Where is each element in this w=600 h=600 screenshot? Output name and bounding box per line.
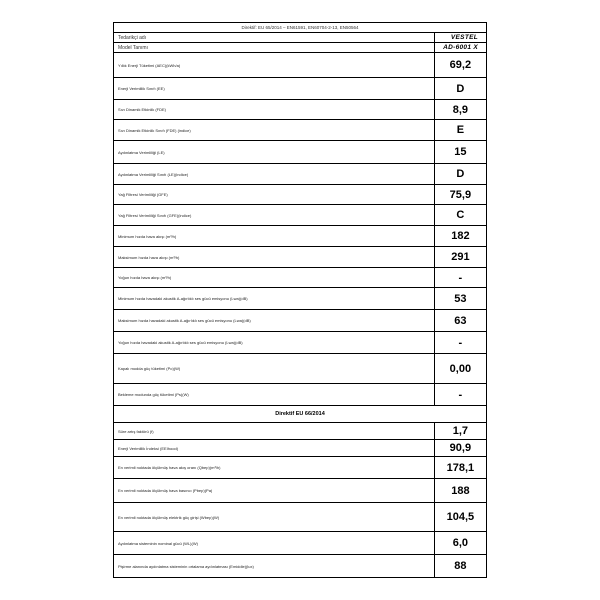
row-label: En verimli noktada ölçülmüş hava basıncı (Pbep)(Pa) [114,479,435,503]
table-row [114,120,487,141]
row-label: Enerji Verimlilik İndeksi (EEIhood) [114,440,435,457]
row-label: Bekleme modunda güç tüketimi (Ps)(W) [114,384,435,406]
table-row [114,555,487,578]
row-value: 75,9 [434,185,486,205]
row-value: D [434,78,486,100]
row-label: Maksimum hızda havadaki akustik A-ağırlıklı ses gücü emisyonu (Lwa)(dB) [114,310,435,332]
table-row [114,440,487,457]
supplier-value: VESTEL [434,33,486,43]
table-row [114,354,487,384]
row-label: Minimum hızda hava akışı (m³/h) [114,226,435,247]
row-value: 1,7 [434,423,486,440]
row-value: - [434,384,486,406]
row-value: 6,0 [434,532,486,555]
table-row [114,268,487,288]
table-row [114,164,487,185]
table-row [114,532,487,555]
table-row [114,310,487,332]
row-value: 178,1 [434,457,486,479]
row-label: Aydınlatma Verimliliği Sınıfı (LE)(indice) [114,164,435,185]
table-row [114,53,487,78]
row-label: Süre artış faktörü (f) [114,423,435,440]
row-label: En verimli noktada ölçülmüş elektrik güç girişi (Wbep)(W) [114,503,435,532]
table-row [114,247,487,268]
supplier-row [114,33,487,43]
row-label: Enerji Verimlilik Sınıfı (EE) [114,78,435,100]
row-value: 8,9 [434,100,486,120]
row-value: 0,00 [434,354,486,384]
row-value: 53 [434,288,486,310]
row-label: Yıllık Enerji Tüketimi (AEC)(kWh/a) [114,53,435,78]
row-value: 90,9 [434,440,486,457]
row-label: Kapalı modda güç tüketimi (Po)(W) [114,354,435,384]
row-label: Yoğun hızda hava akışı (m³/h) [114,268,435,288]
model-value: AD-6001 X [434,43,486,53]
row-label: Pişirme alanında aydınlatma sisteminin ortalama aydınlatması (Emiddle)(lux) [114,555,435,578]
table-row [114,100,487,120]
row-label: Maksimum hızda hava akışı (m³/h) [114,247,435,268]
table-row [114,503,487,532]
row-label: Minimum hızda havadaki akustik A-ağırlıklı ses gücü emisyonu (Lwa)(dB) [114,288,435,310]
row-value: 15 [434,141,486,164]
table-row [114,423,487,440]
row-value: E [434,120,486,141]
table-row [114,288,487,310]
section-title: Direktif EU 66/2014 [114,406,487,423]
row-value: 291 [434,247,486,268]
row-value: 88 [434,555,486,578]
supplier-label: Tedarikçi adı [114,33,435,43]
row-label: Sıvı Dinamik Etkinlik Sınıfı (FDE) (indice) [114,120,435,141]
row-label: Sıvı Dinamik Etkinlik (FDE) [114,100,435,120]
row-value: 182 [434,226,486,247]
table-row [114,185,487,205]
directive-header-row [114,23,487,33]
energy-data-table [113,22,487,578]
row-value: 104,5 [434,503,486,532]
table-row [114,384,487,406]
row-value: - [434,332,486,354]
row-label: Yağ Filtresi Verimliliği (GFE) [114,185,435,205]
table-row [114,141,487,164]
model-label: Model Tanımı [114,43,435,53]
row-value: - [434,268,486,288]
table-row [114,226,487,247]
row-label: En verimli noktada ölçülmüş hava akış oranı (Qbep)(m³/h) [114,457,435,479]
row-value: C [434,205,486,226]
table-row [114,332,487,354]
row-label: Aydınlatma sisteminin nominal gücü (WL)(W) [114,532,435,555]
table-row [114,457,487,479]
row-value: 188 [434,479,486,503]
row-value: 63 [434,310,486,332]
row-label: Yoğun hızda havadaki akustik A-ağırlıklı ses gücü emisyonu (Lwa)(dB) [114,332,435,354]
row-value: D [434,164,486,185]
row-label: Yağ Filtresi Verimliliği Sınıfı (GFE)(indice) [114,205,435,226]
model-row [114,43,487,53]
directive-header: Direktif: EU 65/2014 – EN61591, EN60704-2-13, EN50564 [114,23,487,33]
row-label: Aydınlatma Verimliliği (LE) [114,141,435,164]
table-row [114,479,487,503]
section-title-row [114,406,487,423]
table-row [114,205,487,226]
row-value: 69,2 [434,53,486,78]
table-row [114,78,487,100]
